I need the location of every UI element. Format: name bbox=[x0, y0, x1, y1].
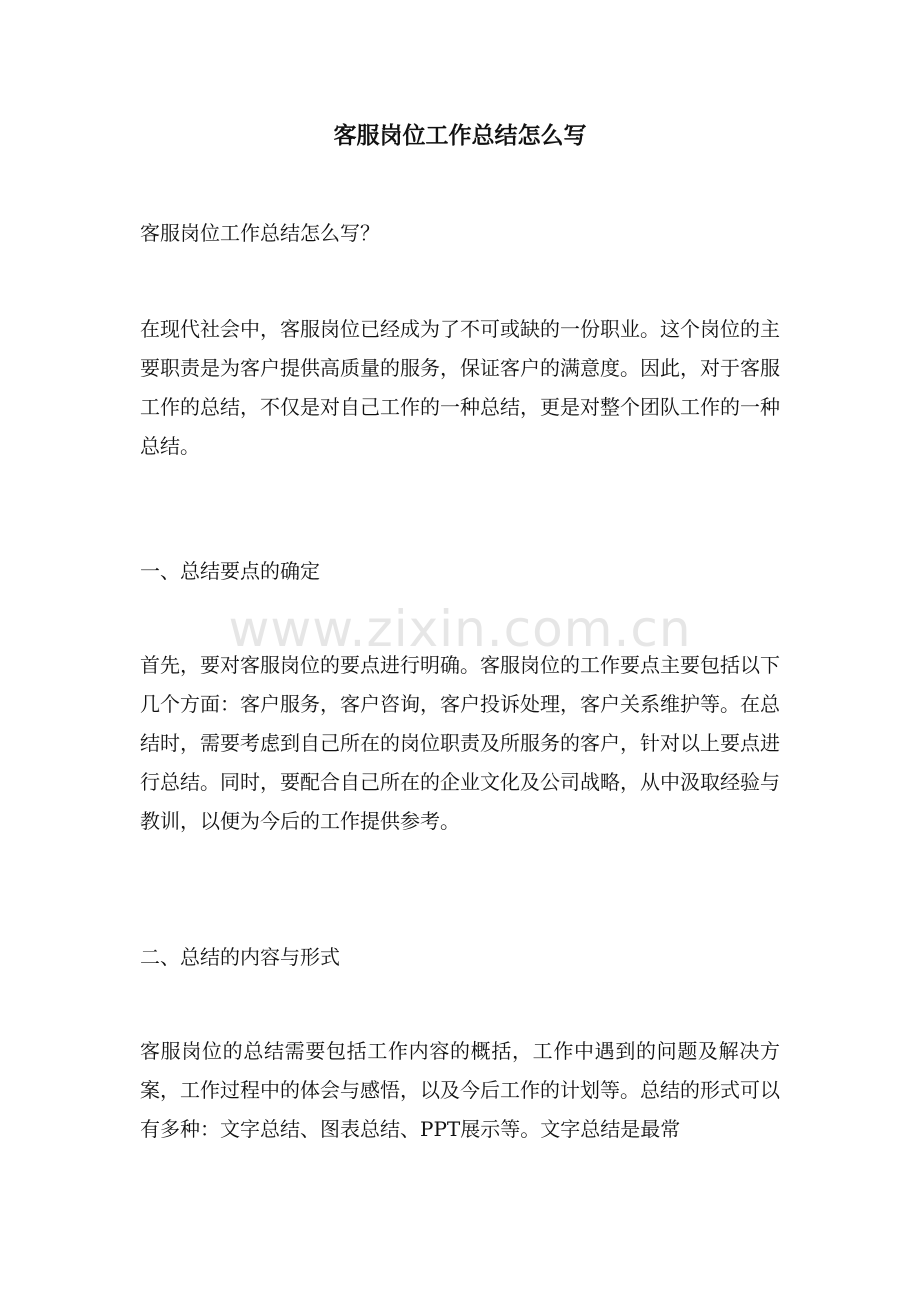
section-1-heading: 一、总结要点的确定 bbox=[140, 559, 320, 583]
section-2-paragraph: 客服岗位的总结需要包括工作内容的概括，工作中遇到的问题及解决方案，工作过程中的体会与感悟，以及今后工作的计划等。总结的形式可以有多种：文字总结、图表总结、PPT展示等。文字总结是最常 bbox=[140, 1039, 780, 1141]
watermark-text: www.zixin.com.cn bbox=[228, 600, 692, 658]
intro-paragraph: 在现代社会中，客服岗位已经成为了不可或缺的一份职业。这个岗位的主要职责是为客户提供高质量的服务，保证客户的满意度。因此，对于客服工作的总结，不仅是对自己工作的一种总结，更是对整个团队工作的一种总结。 bbox=[140, 317, 780, 458]
question-line: 客服岗位工作总结怎么写？ bbox=[140, 221, 380, 245]
section-2-heading: 二、总结的内容与形式 bbox=[140, 945, 340, 969]
document-title: 客服岗位工作总结怎么写 bbox=[333, 122, 587, 149]
section-1-paragraph: 首先，要对客服岗位的要点进行明确。客服岗位的工作要点主要包括以下几个方面：客户服务，客户咨询，客户投诉处理，客户关系维护等。在总结时，需要考虑到自己所在的岗位职责及所服务的客户，针对以上要点进行总结。同时，要配合自己所在的企业文化及公司战略，从中汲取经验与教训，以便为今后的工作提供参考。 bbox=[140, 653, 780, 833]
